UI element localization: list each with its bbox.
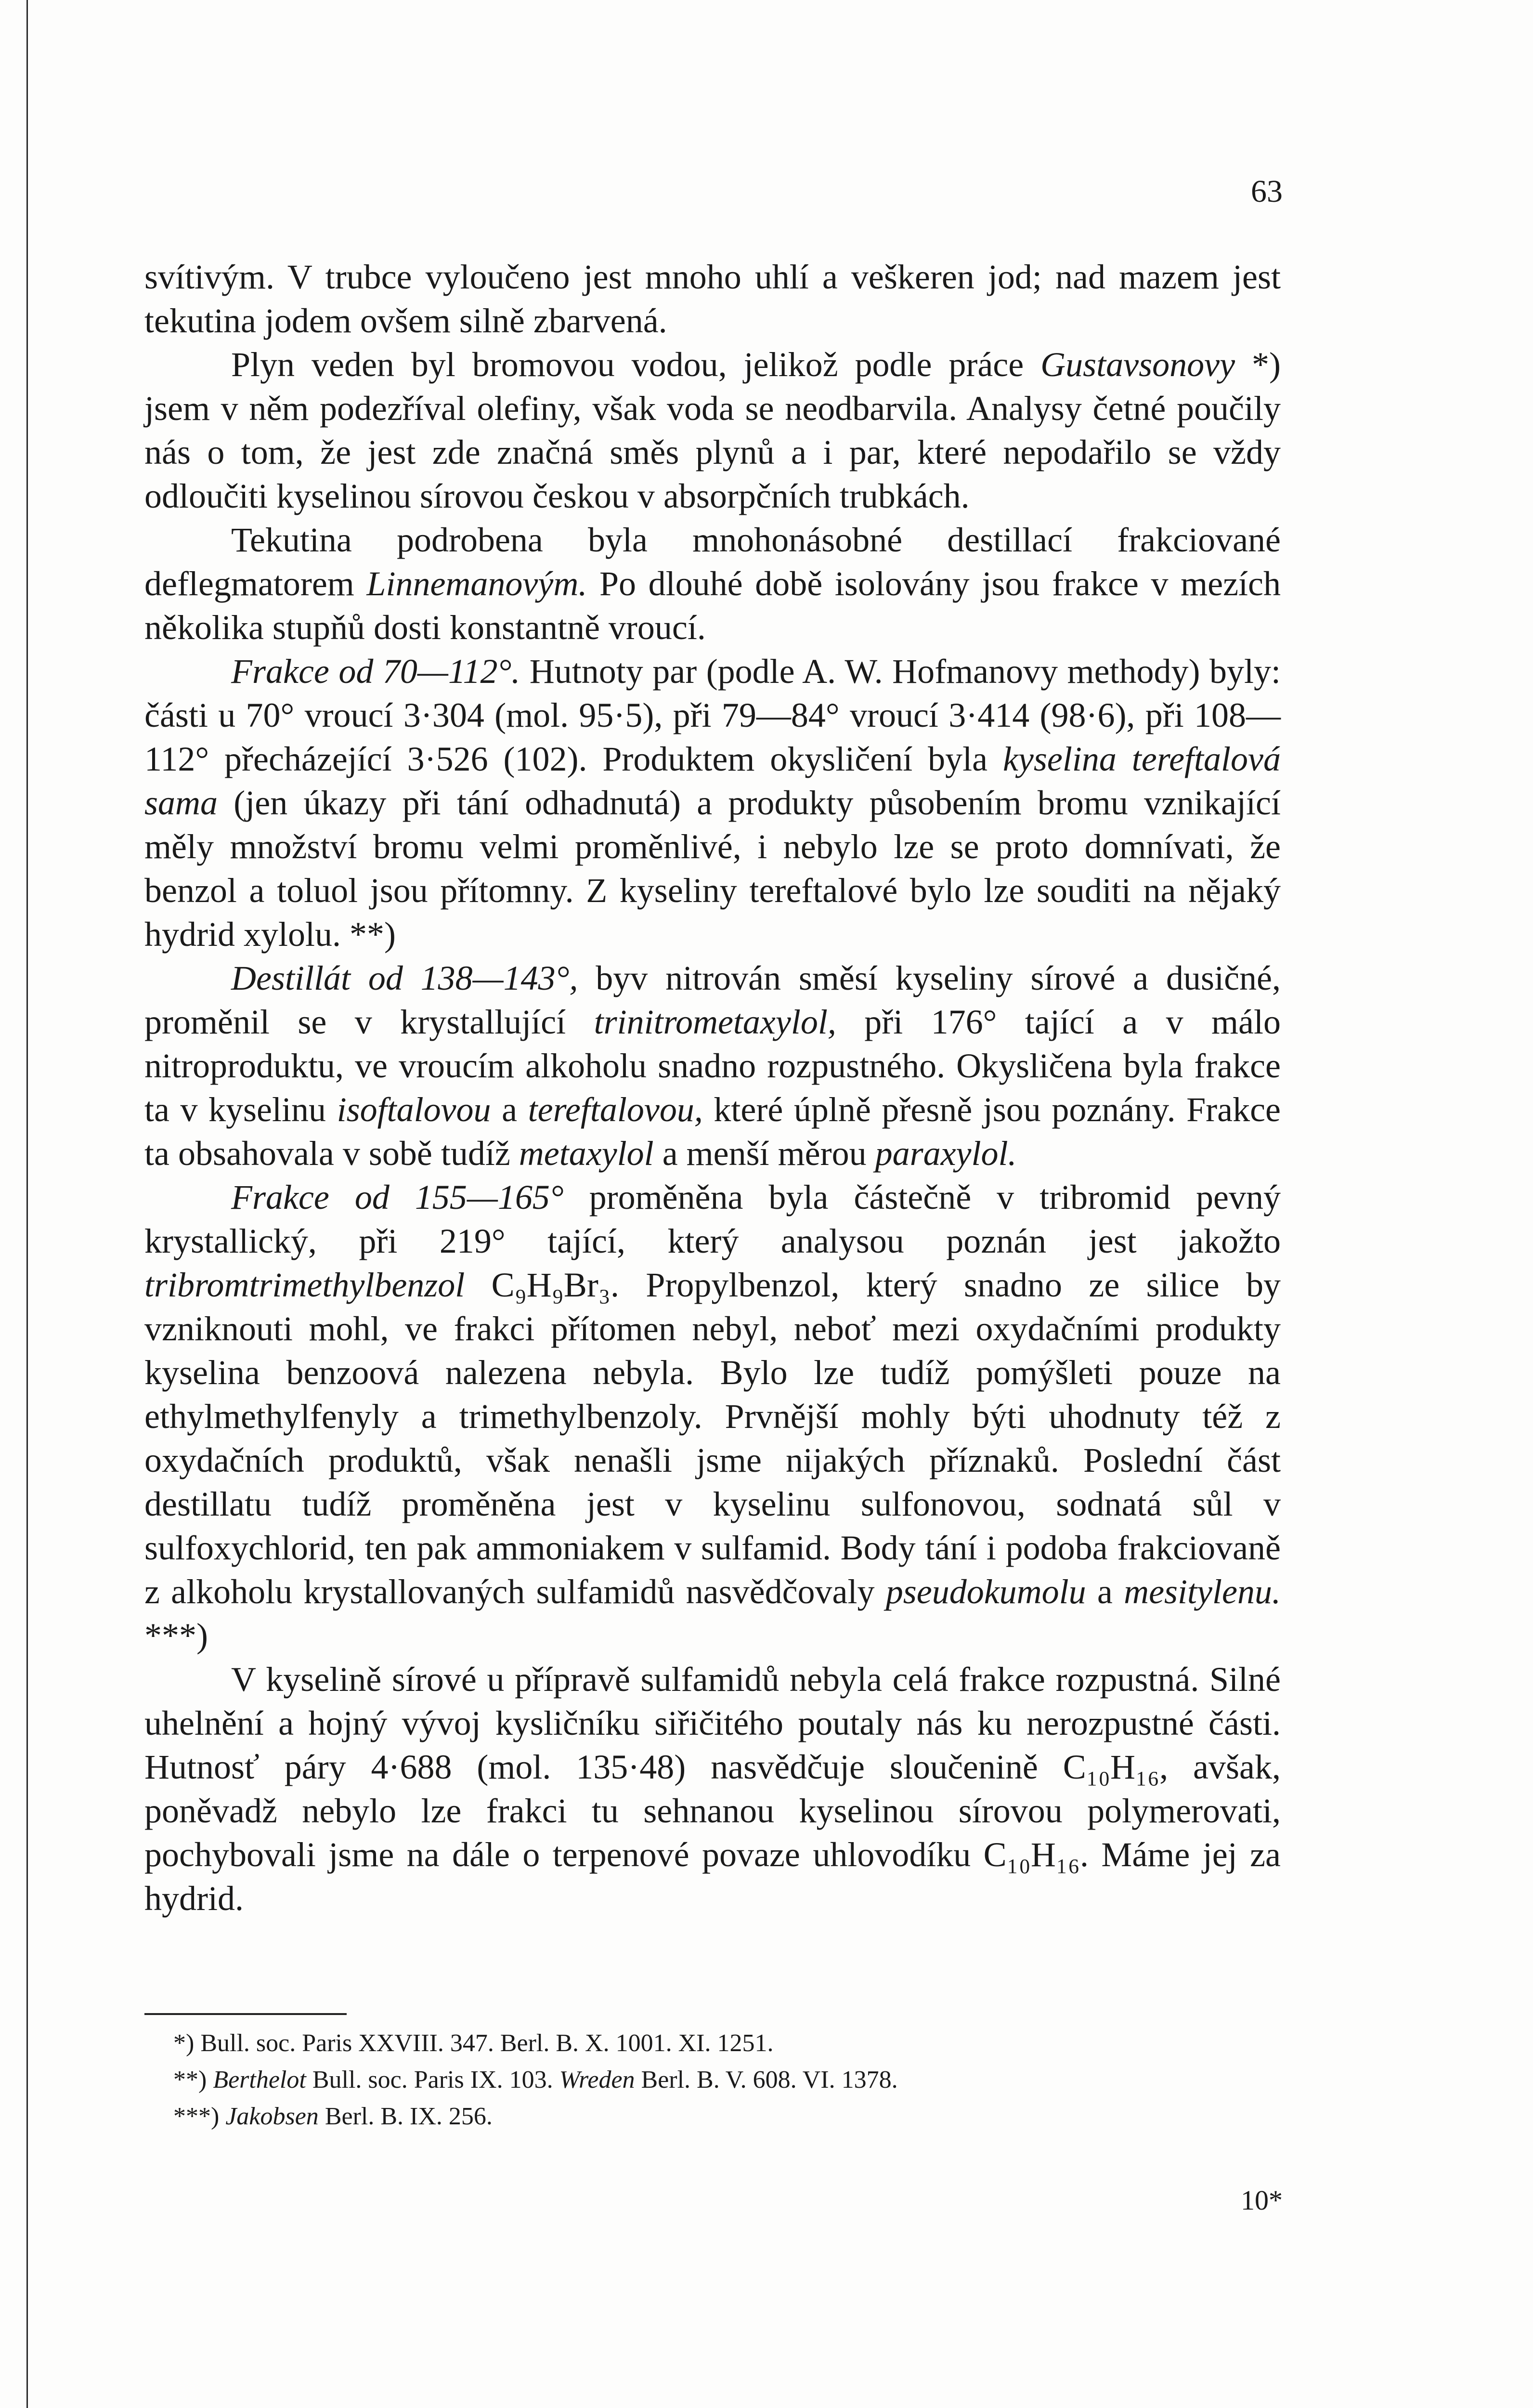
- paragraph: Plyn veden byl bromovou vodou, jelikož podle práce Gustavsonovy *) jsem v něm podezříval olefiny, však voda se neodbarvila. Analysy četné poučily nás o tom, že jest zde značná směs plynů a i par, které nepodařilo se vždy odloučiti kyselinou sírovou českou v absorpčních trubkách.: [144, 345, 1281, 515]
- page-edge-line: [26, 0, 28, 2408]
- paragraph: Destillát od 138—143°, byv nitrován směsí kyseliny sírové a dusičné, proměnil se v krystallující trinitrometaxylol, při 176° tající a v málo nitroproduktu, ve vroucím alkoholu snadno rozpustného. Okysličena byla frakce ta v kyselinu isoftalovou a tereftalovou, které úplně přesně jsou poznány. Frakce ta obsahovala v sobě tudíž metaxylol a menší měrou paraxylol.: [144, 959, 1281, 1173]
- paragraph: Tekutina podrobena byla mnohonásobné destillací frakciované deflegmatorem Linnemanovým. Po dlouhé době isolovány jsou frakce v mezích několika stupňů dosti konstantně vroucí.: [144, 521, 1281, 647]
- body-text: [144, 255, 1281, 1921]
- paragraph: svítivým. V trubce vyloučeno jest mnoho uhlí a veškeren jod; nad mazem jest tekutina jodem ovšem silně zbarvená.: [144, 258, 1281, 340]
- page-number: 63: [1251, 174, 1283, 209]
- footnote-divider: [144, 2013, 347, 2015]
- paragraph: V kyselině sírové u přípravě sulfamidů nebyla celá frakce rozpustná. Silné uhelnění a hojný vývoj kysličníku siřičitého poutaly nás ku nerozpustné části. Hutnosť páry 4·688 (mol. 135·48) nasvědčuje sloučenině C₁₀H₁₆, avšak, poněvadž nebylo lze frakci tu sehnanou kyselinou sírovou polymerovati, pochybovali jsme na dále o terpenové povaze uhlovodíku C₁₀H₁₆. Máme jej za hydrid.: [144, 1660, 1281, 1918]
- footnote: *) Bull. soc. Paris XXVIII. 347. Berl. B. X. 1001. XI. 1251.: [173, 2029, 774, 2057]
- footnote: **) Berthelot Bull. soc. Paris IX. 103. Wreden Berl. B. V. 608. VI. 1378.: [173, 2066, 898, 2094]
- footnote: ***) Jakobsen Berl. B. IX. 256.: [173, 2103, 493, 2130]
- paragraph: Frakce od 70—112°. Hutnoty par (podle A. W. Hofmanovy methody) byly: části u 70° vroucí 3·304 (mol. 95·5), při 79—84° vroucí 3·414 (98·6), při 108—112° přecházející 3·526 (102). Produktem okysličení byla kyselina tereftalová sama (jen úkazy při tání odhadnutá) a produkty působením bromu vznikající měly množství bromu velmi proměnlivé, i nebylo lze se proto domnívati, že benzol a toluol jsou přítomny. Z kyseliny tereftalové bylo lze souditi na nějaký hydrid xylolu. **): [144, 652, 1281, 954]
- paragraph: Frakce od 155—165° proměněna byla částečně v tribromid pevný krystallický, při 219° tající, který analysou poznán jest jakožto tribromtrimethylbenzol C₉H₉Br₃. Propylbenzol, který snadno ze silice by vzniknouti mohl, ve frakci přítomen nebyl, neboť mezi oxydačními produkty kyselina benzoová nalezena nebyla. Bylo lze tudíž pomýšleti pouze na ethylmethylfenyly a trimethylbenzoly. Prvnější mohly býti uhodnuty též z oxydačních produktů, však nenašli jsme nijakých příznaků. Poslední část destillatu tudíž proměněna jest v kyselinu sulfonovou, sodnatá sůl v sulfoxychlorid, ten pak ammoniakem v sulfamid. Body tání i podoba frakciovaně z alkoholu krystallovaných sulfamidů nasvědčovaly pseudokumolu a mesitylenu. ***): [144, 1178, 1281, 1655]
- footnotes: [144, 2025, 1281, 2135]
- signature-mark: 10*: [1241, 2185, 1283, 2216]
